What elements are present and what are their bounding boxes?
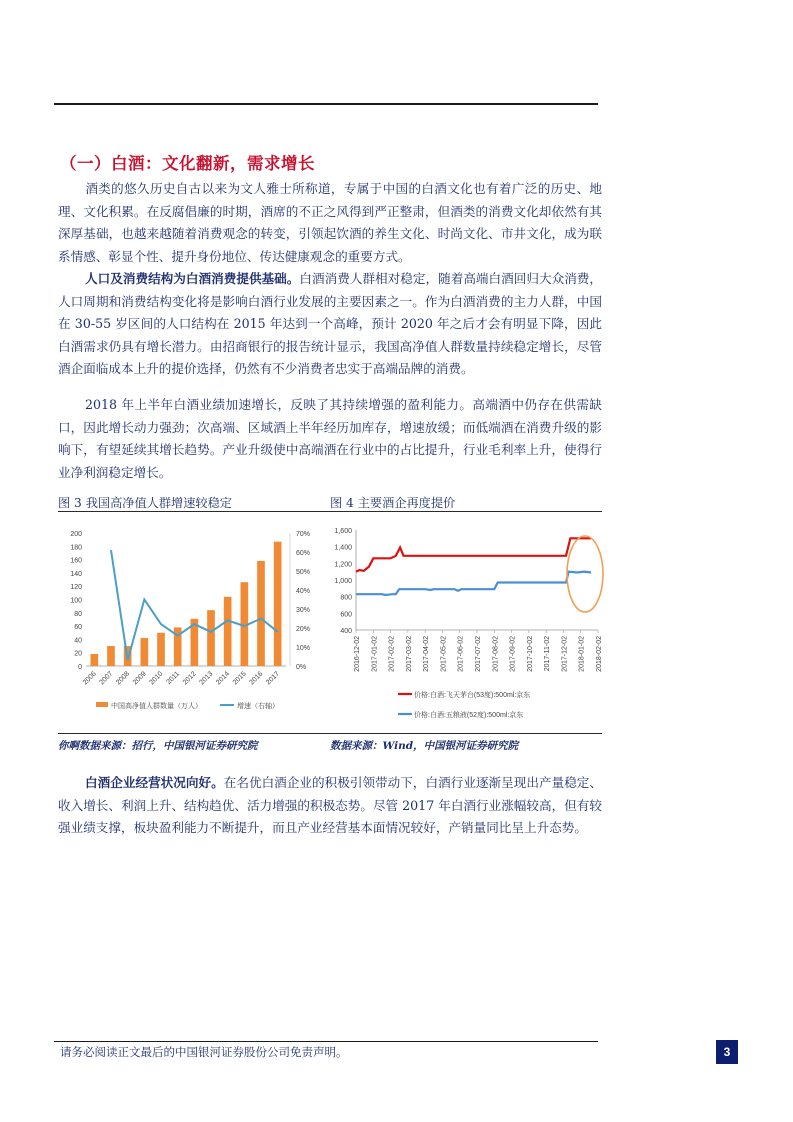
y-right-tick-label: 50% [296, 569, 311, 576]
x-tick-label: 2009 [131, 670, 148, 687]
paragraph-3-text: 2018 年上半年白酒业绩加速增长，反映了其持续增强的盈利能力。高端酒中仍存在供需缺口，因此增长动力强劲；次高端、区域酒上半年经历加库存，增速放缓；而低端酒在消费升级的影响下，有望延续其增长趋势。产业升级使中高端酒在行业中的占比提升，行业毛利率上升，使得行业净利润稳定增长。 [58, 397, 602, 480]
figure-bottom-rule [58, 733, 602, 734]
x-tick-label: 2017-06-02 [457, 636, 465, 672]
bar-2010 [157, 633, 165, 666]
x-tick-label: 2008 [115, 670, 132, 687]
x-tick-label: 2006 [81, 670, 98, 687]
paragraph-4 [58, 772, 602, 840]
y-tick-label: 1,600 [334, 528, 352, 535]
paragraph-2-text: 白酒消费人群相对稳定，随着高端白酒回归大众消费，人口周期和消费结构变化将是影响白酒行业发展的主要因素之一。作为白酒消费的主力人群，中国在 30-55 岁区间的人口结构在 2015 年达到一个高峰，预计 2020 年之后才会有明显下降，因此白酒需求仍具有增长潜力。由招商银行的报告统计显示，我国高净值人群数量持续稳定增长，尽管酒企面临成本上升的提价选择，仍然有不少消费者忠实于高端品牌的消费。 [58, 271, 603, 376]
bar-2016 [257, 561, 265, 666]
bar-2006 [91, 654, 99, 666]
y-left-tick-label: 0 [78, 664, 82, 671]
x-tick-label: 2015 [231, 670, 248, 687]
y-right-tick-label: 0% [296, 664, 307, 671]
page-number: 3 [716, 1040, 738, 1064]
figure-4-source: 数据来源：Wind，中国银河证券研究院 [330, 740, 519, 752]
wuliangye-price-line [356, 572, 591, 595]
y-tick-label: 600 [340, 611, 352, 619]
x-tick-label: 2017-09-02 [509, 636, 517, 672]
y-right-tick-label: 60% [296, 550, 311, 557]
x-tick-label: 2017-05-02 [440, 636, 448, 672]
figure-3-source: 你啊数据来源：招行，中国银河证券研究院 [58, 740, 258, 752]
x-tick-label: 2007 [98, 670, 115, 687]
y-tick-label: 1,200 [334, 561, 352, 569]
y-left-tick-label: 100 [70, 597, 82, 605]
y-left-tick-label: 80 [74, 610, 82, 618]
y-left-tick-label: 140 [70, 570, 82, 578]
paragraph-2-lead: 人口及消费结构为白酒消费提供基础。 [85, 271, 300, 286]
bar-2014 [224, 597, 232, 666]
x-tick-label: 2017-07-02 [475, 636, 482, 672]
y-right-tick-label: 40% [296, 588, 311, 595]
x-tick-label: 2016 [248, 670, 265, 687]
legend-line-label: 增速（右轴） [237, 703, 279, 710]
y-tick-label: 1,000 [334, 578, 352, 585]
chart-1-svg [58, 513, 320, 730]
x-tick-label: 2012 [181, 670, 198, 687]
y-right-tick-label: 70% [296, 531, 311, 538]
y-tick-label: 800 [340, 594, 352, 602]
legend-bar-label: 中国高净值人群数量（万人） [111, 703, 202, 710]
x-tick-label: 2011 [165, 670, 182, 687]
paragraph-4-text: 在名优白酒企业的积极引领带动下，白酒行业逐渐呈现出产量稳定、收入增长、利润上升、结构趋优、活力增强的积极态势。尽管 2017 年白酒行业涨幅较高，但有较强业绩支撑，板块盈利能力不断提升，而且产业经营基本面情况较好，产销量同比呈上升态势。 [58, 775, 603, 835]
x-tick-label: 2013 [198, 670, 215, 687]
x-tick-label: 2010 [148, 670, 165, 687]
paragraph-4-lead: 白酒企业经营状况向好。 [85, 775, 224, 790]
y-right-tick-label: 20% [296, 626, 311, 633]
x-tick-label: 2018-01-02 [578, 636, 586, 672]
y-right-tick-label: 10% [296, 645, 311, 652]
x-tick-label: 2014 [215, 670, 232, 687]
paragraph-3 [58, 394, 602, 484]
x-tick-label: 2017-11-02 [544, 636, 552, 672]
bar-2013 [207, 610, 215, 666]
y-left-tick-label: 180 [70, 544, 82, 552]
legend-wuliangye-label: 价格:白酒:五粮液(52度):500ml:京东 [414, 712, 524, 719]
y-right-tick-label: 30% [296, 607, 311, 614]
x-tick-label: 2017-08-02 [492, 636, 500, 672]
footer-disclaimer: 请务必阅读正文最后的中国银河证券股份公司免责声明。 [60, 1045, 348, 1059]
y-tick-label: 1,400 [334, 544, 352, 552]
paragraph-1 [58, 178, 602, 268]
y-left-tick-label: 120 [70, 584, 82, 592]
y-left-tick-label: 20 [74, 650, 82, 658]
chart-2-svg [328, 513, 602, 730]
x-tick-label: 2017-04-02 [423, 636, 431, 672]
x-tick-label: 2017-02-02 [388, 636, 396, 672]
y-left-tick-label: 200 [70, 531, 82, 538]
bar-2007 [107, 646, 115, 666]
x-tick-label: 2016-12-02 [354, 636, 361, 672]
y-left-tick-label: 160 [70, 557, 82, 565]
x-tick-label: 2017-12-02 [561, 636, 569, 672]
figure-4-caption: 图 4 主要酒企再度提价 [330, 496, 456, 510]
maotai-price-line [356, 538, 591, 571]
chart-liquor-prices [328, 513, 602, 730]
y-left-tick-label: 60 [74, 624, 82, 632]
bar-2017 [274, 542, 282, 666]
legend-maotai-label: 价格:白酒:飞天茅台(53度):500ml:京东 [414, 692, 531, 699]
x-tick-label: 2017-03-02 [405, 636, 413, 672]
figure-3-caption: 图 3 我国高净值人群增速较稳定 [58, 496, 232, 510]
header-rule [54, 103, 598, 105]
section-title: （一）白酒：文化翻新，需求增长 [60, 154, 315, 173]
footer-rule [54, 1041, 598, 1042]
figure-top-rule [58, 511, 602, 512]
paragraph-1-text: 酒类的悠久历史自古以来为文人雅士所称道，专属于中国的白酒文化也有着广泛的历史、地理、文化积累。在反腐倡廉的时期，酒席的不正之风得到严正整肃，但酒类的消费文化却依然有其深厚基础，也越来越随着消费观念的转变，引领起饮酒的养生文化、时尚文化、市井文化，成为联系情感、彰显个性、提升身份地位、传达健康观念的重要方式。 [58, 181, 602, 264]
x-tick-label: 2018-02-02 [596, 636, 603, 672]
bar-2009 [141, 638, 149, 666]
legend-bar-swatch [96, 702, 108, 707]
highlight-ellipse [567, 536, 603, 612]
x-tick-label: 2017-10-02 [526, 636, 534, 672]
y-left-tick-label: 40 [74, 637, 82, 645]
chart-high-net-worth [58, 513, 320, 730]
x-tick-label: 2017 [265, 670, 282, 687]
x-tick-label: 2017-01-02 [371, 636, 379, 672]
paragraph-2 [58, 268, 602, 381]
y-tick-label: 400 [340, 628, 352, 635]
